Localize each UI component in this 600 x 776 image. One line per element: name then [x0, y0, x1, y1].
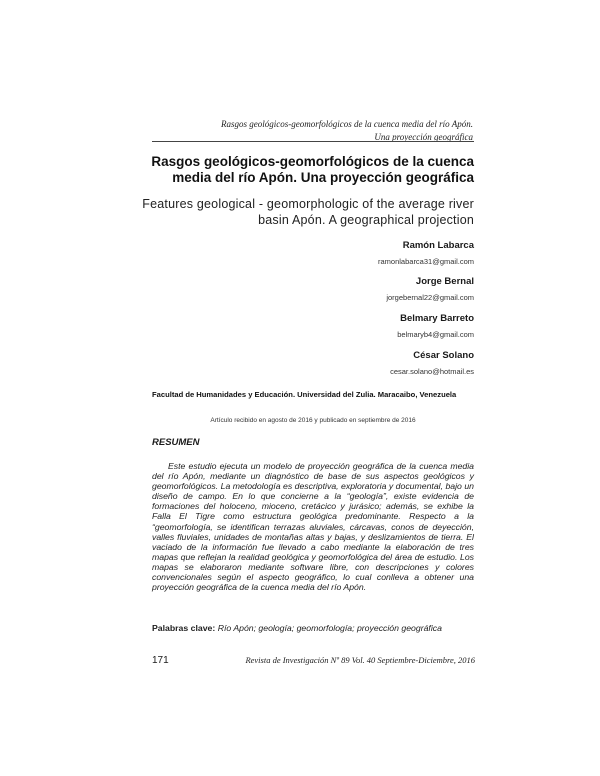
keywords-label: Palabras clave:	[152, 623, 216, 633]
abstract-heading: RESUMEN	[152, 437, 200, 448]
author-name: Ramón Labarca	[402, 240, 474, 251]
keywords-list: Río Apón; geología; geomorfología; proyección geográfica	[217, 623, 442, 633]
article-title-english: Features geological - geomorphologic of the average river basin Apón. A geographical projection	[142, 197, 474, 227]
keywords	[152, 623, 482, 634]
author-email[interactable]: jorgebernal22@gmail.com	[386, 293, 474, 302]
article-title-spanish: Rasgos geológicos-geomorfológicos de la cuenca media del río Apón. Una proyección geográfica	[151, 154, 474, 185]
running-header-line-1: Rasgos geológicos-geomorfológicos de la cuenca media del río Apón.	[220, 119, 473, 129]
journal-citation: Revista de Investigación Nº 89 Vol. 40 Septiembre-Diciembre, 2016	[245, 655, 475, 665]
author-block	[150, 276, 474, 303]
abstract-body: Este estudio ejecuta un modelo de proyección geográfica de la cuenca media del río Apón, mediante un diagnóstico de base de sus aspectos geológicos y geomorfológicos. La metodología es descriptiva, exploratoria y documental, bajo un diseño de campo. En lo que concierne a la “geología”, existe evidencia de formaciones del holoceno, mioceno, cretácico y jurásico; además, se exhibe la Falla El Tigre como estructura geológica predominante. Respecto a la “geomorfología, se identifican terrazas aluviales, cárcavas, conos de deyección, valles fluviales, unidades de montañas altas y bajas, y deslizamientos de tierra. El vaciado de la información fue llevado a cabo mediante la elaboración de tres mapas que reflejan la realidad geológica y geomorfológica del área de estudio. Los mapas se elaboraron mediante software libre, con descripciones y colores convencionales según el aspecto geográfico, lo cual conlleva a obtener una proyección geográfica de la cuenca media del río Apón.	[152, 461, 474, 593]
author-block	[150, 313, 474, 340]
author-block	[150, 350, 474, 377]
author-email[interactable]: cesar.solano@hotmail.es	[390, 367, 474, 376]
author-name: César Solano	[413, 350, 474, 361]
affiliation: Facultad de Humanidades y Educación. Universidad del Zulia. Maracaibo, Venezuela	[152, 390, 457, 399]
author-name: Belmary Barreto	[400, 313, 474, 324]
page-number: 171	[152, 655, 169, 666]
author-email[interactable]: belmaryb4@gmail.com	[397, 330, 474, 339]
author-name: Jorge Bernal	[415, 276, 474, 287]
header-divider	[152, 141, 474, 142]
received-note: Artículo recibido en agosto de 2016 y publicado en septiembre de 2016	[210, 417, 416, 424]
author-block	[150, 240, 474, 267]
running-header-line-2: Una proyección geográfica	[374, 132, 473, 142]
author-email[interactable]: ramonlabarca31@gmail.com	[378, 257, 474, 266]
